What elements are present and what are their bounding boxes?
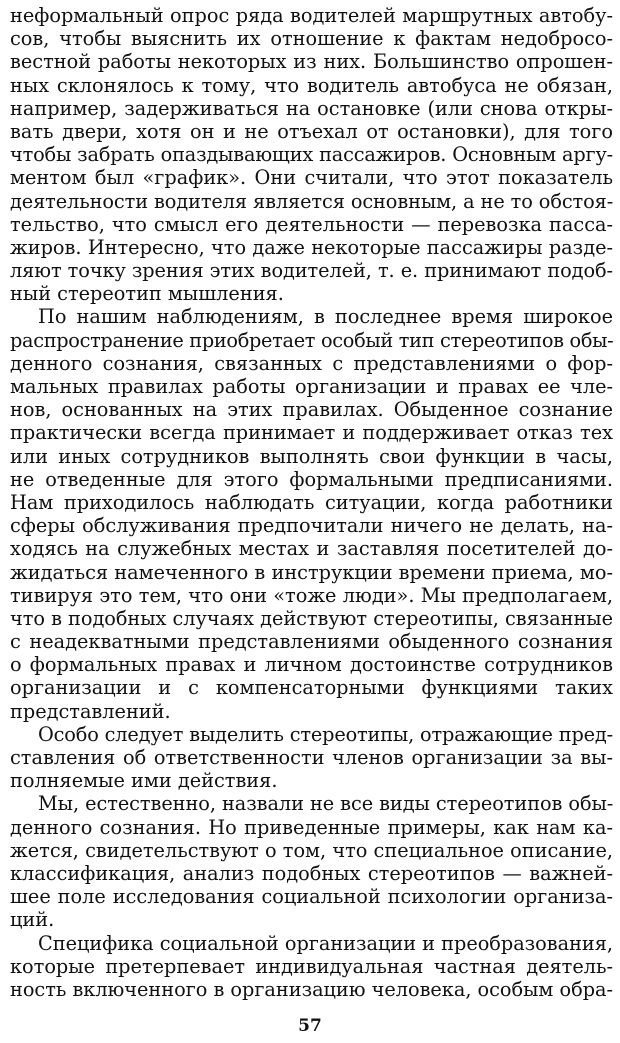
text-line: организации и с компенсаторными функциями таких <box>10 676 613 700</box>
text-line: что в подобных случаях действуют стереотипы, связанные <box>10 606 613 630</box>
text-line: Особо следует выделить стереотипы, отражающие пред- <box>38 722 613 746</box>
text-line: ных склонялось к тому, что водитель автобуса не обязан, <box>10 73 613 97</box>
text-line: По нашим наблюдениям, в последнее время широкое <box>38 305 613 329</box>
text-line: Нам приходилось наблюдать ситуации, когда работники <box>10 490 613 514</box>
text-line: тельство, что смысл его деятельности — перевозка пасса- <box>10 212 613 236</box>
text-line: денного сознания. Но приведенные примеры, как нам ка- <box>10 815 613 839</box>
text-line: деятельности водителя является основным, а не то обстоя- <box>10 189 614 213</box>
text-line: Специфика социальной организации и преобразования, <box>38 931 613 955</box>
text-line: жется, свидетельствуют о том, что специальное описание, <box>10 838 613 862</box>
text-line: или иных сотрудников выполнять свои функции в часы, <box>10 444 613 468</box>
text-line: мальных правилах работы организации и правах ее чле- <box>10 375 613 398</box>
text-line: шее поле исследования социальной психологии организа- <box>10 885 613 909</box>
text-line: жидаться намеченного в инструкции времени приема, мо- <box>10 560 613 584</box>
page-body <box>10 4 613 1004</box>
text-line: вестной работы некоторых из них. Большинство опрошен- <box>10 50 613 74</box>
text-line: жиров. Интересно, что даже некоторые пассажиры разде- <box>10 235 613 259</box>
text-line: ность включенного в организацию человека, особым обра- <box>10 977 613 1001</box>
page-number: 57 <box>298 1016 322 1036</box>
text-line: чтобы забрать опаздывающих пассажиров. Основным аргу- <box>10 143 613 167</box>
text-line: распространение приобретает особый тип стереотипов обы- <box>10 328 614 352</box>
text-line: тивируя это тем, что они «тоже люди». Мы предполагаем, <box>10 583 613 607</box>
text-line: ментом был «график». Они считали, что этот показатель <box>10 166 613 190</box>
text-line: вать двери, хотя он и не отъехал от остановки), для того <box>10 119 613 143</box>
text-line: ляют точку зрения этих водителей, т. е. принимают подоб- <box>10 259 613 283</box>
text-line: о формальных правах и личном достоинстве сотрудников <box>10 653 613 677</box>
text-line: представлений. <box>10 699 171 723</box>
text-line: полняемые ими действия. <box>10 769 278 793</box>
text-line: сферы обслуживания предпочитали ничего не делать, на- <box>10 514 613 538</box>
text-line: нов, основанных на этих правилах. Обыденное сознание <box>10 398 613 422</box>
text-line: которые претерпевает индивидуальная частная деятель- <box>10 954 613 978</box>
text-line: с неадекватными представлениями обыденного сознания <box>10 630 613 654</box>
text-line: денного сознания, связанных с представлениями о фор- <box>10 351 613 375</box>
text-line: неформальный опрос ряда водителей маршрутных автобу- <box>10 4 613 27</box>
text-line: классификация, анализ подобных стереотипов — важней- <box>10 861 613 885</box>
text-line: не отведенные для этого формальными предписаниями. <box>10 467 613 491</box>
text-line: ный стереотип мышления. <box>10 282 284 306</box>
text-line: ходясь на служебных местах и заставляя посетителей до- <box>10 537 613 561</box>
text-line: ций. <box>10 908 55 932</box>
text-line: Мы, естественно, назвали не все виды стереотипов обы- <box>38 792 614 816</box>
text-line: сов, чтобы выяснить их отношение к фактам недобросо- <box>10 27 613 51</box>
text-line: например, задерживаться на остановке (или снова откры- <box>10 96 613 120</box>
text-line: практически всегда принимает и поддерживает отказ тех <box>10 421 613 445</box>
text-line: ставления об ответственности членов организации за вы- <box>10 746 613 769</box>
